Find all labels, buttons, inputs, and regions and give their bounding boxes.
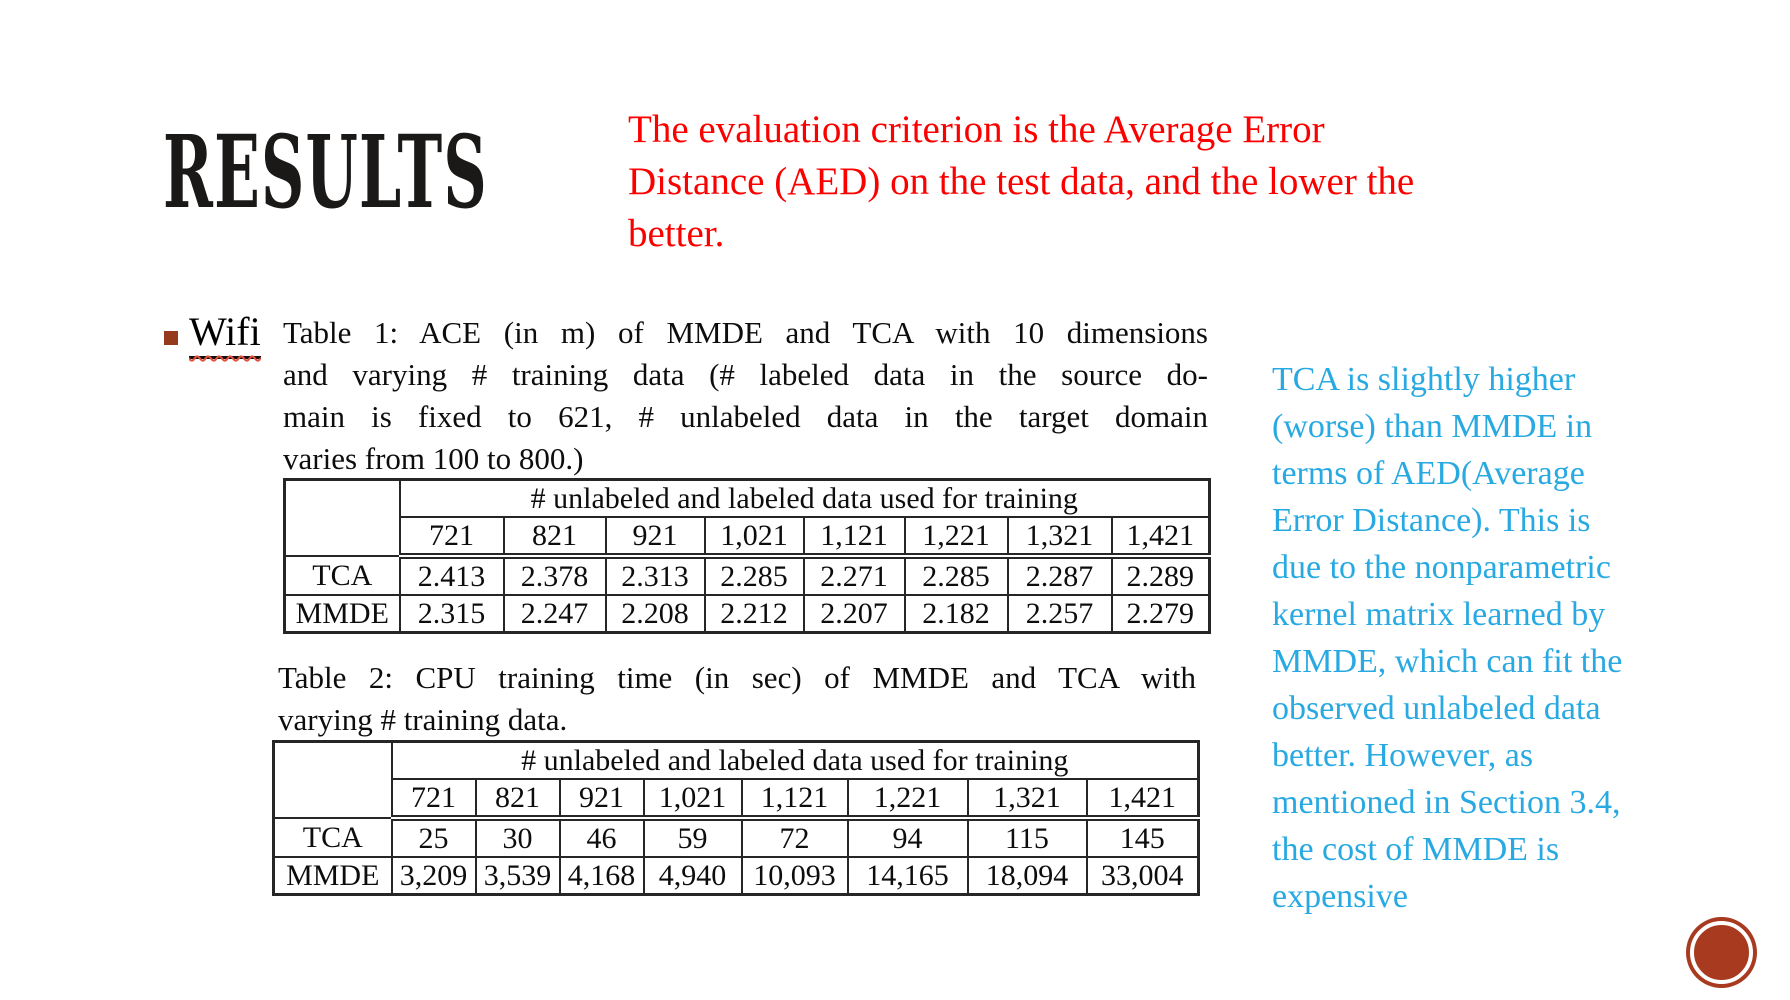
table-col-header: 921	[560, 779, 644, 818]
table-cell: 25	[392, 818, 476, 857]
table-2-caption	[278, 657, 1196, 741]
table-cell: 14,165	[848, 857, 968, 895]
table-span-header: # unlabeled and labeled data used for training	[400, 480, 1210, 518]
table-1	[283, 478, 1211, 634]
table-cell: 2.287	[1008, 556, 1112, 595]
table-col-header: 821	[504, 517, 606, 556]
table-col-header: 721	[400, 517, 504, 556]
table-corner-cell	[285, 480, 400, 557]
table-cell: 2.285	[705, 556, 804, 595]
table-cell: 3,539	[476, 857, 560, 895]
table-row-label: MMDE	[274, 857, 392, 895]
table-col-header: 1,321	[968, 779, 1087, 818]
table-cell: 30	[476, 818, 560, 857]
table-cell: 2.378	[504, 556, 606, 595]
bullet-square-icon	[164, 331, 178, 345]
table-col-header: 721	[392, 779, 476, 818]
table-cell: 2.289	[1112, 556, 1210, 595]
table-cell: 2.212	[705, 595, 804, 633]
table-corner-cell	[274, 742, 392, 819]
top-note-line: Distance (AED) on the test data, and the lower the	[628, 160, 1415, 203]
caption-line: main is fixed to 621, # unlabeled data in the target domain	[283, 399, 1208, 434]
side-note	[1272, 356, 1692, 920]
table-cell: 2.313	[606, 556, 705, 595]
side-note-line: (worse) than MMDE in	[1272, 408, 1593, 445]
table-cell: 94	[848, 818, 968, 857]
table-col-header: 1,421	[1112, 517, 1210, 556]
table-col-header: 1,321	[1008, 517, 1112, 556]
side-note-line: Error Distance). This is	[1272, 502, 1591, 539]
table-cell: 2.413	[400, 556, 504, 595]
table-cell: 2.279	[1112, 595, 1210, 633]
side-note-line: terms of AED(Average	[1272, 455, 1585, 492]
caption-line: varies from 100 to 800.)	[283, 441, 584, 476]
side-note-line: kernel matrix learned by	[1272, 596, 1606, 633]
table-col-header: 1,021	[644, 779, 742, 818]
table-2	[272, 740, 1200, 896]
side-note-line: due to the nonparametric	[1272, 549, 1611, 586]
side-note-line: TCA is slightly higher	[1272, 361, 1576, 398]
table-col-header: 1,121	[804, 517, 905, 556]
table-row-label: TCA	[274, 818, 392, 857]
table-col-header: 921	[606, 517, 705, 556]
table-cell: 145	[1087, 818, 1199, 857]
caption-line: varying # training data.	[278, 702, 568, 737]
table-cell: 2.182	[905, 595, 1008, 633]
table-col-header: 1,121	[742, 779, 848, 818]
table-col-header: 1,421	[1087, 779, 1199, 818]
table-span-header: # unlabeled and labeled data used for training	[392, 742, 1199, 780]
table-1-caption	[283, 312, 1208, 480]
caption-line: Table 1: ACE (in m) of MMDE and TCA with 10 dimensions	[283, 315, 1208, 350]
table-cell: 4,168	[560, 857, 644, 895]
side-note-line: mentioned in Section 3.4,	[1272, 784, 1621, 821]
top-note-line: better.	[628, 212, 725, 255]
table-cell: 10,093	[742, 857, 848, 895]
table-col-header: 1,021	[705, 517, 804, 556]
table-cell: 2.208	[606, 595, 705, 633]
side-note-line: the cost of MMDE is	[1272, 831, 1560, 868]
side-note-line: MMDE, which can fit the	[1272, 643, 1623, 680]
table-cell: 33,004	[1087, 857, 1199, 895]
side-note-line: observed unlabeled data	[1272, 690, 1601, 727]
top-note	[628, 104, 1578, 260]
table-cell: 2.207	[804, 595, 905, 633]
table-cell: 2.257	[1008, 595, 1112, 633]
wifi-label	[189, 309, 261, 359]
table-cell: 3,209	[392, 857, 476, 895]
caption-line: and varying # training data (# labeled data in the source do-	[283, 357, 1208, 392]
side-note-line: expensive	[1272, 878, 1408, 915]
table-col-header: 1,221	[848, 779, 968, 818]
table-col-header: 821	[476, 779, 560, 818]
table-cell: 2.285	[905, 556, 1008, 595]
table-cell: 2.315	[400, 595, 504, 633]
table-cell: 46	[560, 818, 644, 857]
table-cell: 59	[644, 818, 742, 857]
page-title: RESULTS	[163, 113, 488, 231]
caption-line: Table 2: CPU training time (in sec) of MMDE and TCA with	[278, 660, 1196, 695]
table-cell: 72	[742, 818, 848, 857]
table-cell: 115	[968, 818, 1087, 857]
table-col-header: 1,221	[905, 517, 1008, 556]
side-note-line: better. However, as	[1272, 737, 1534, 774]
table-cell: 18,094	[968, 857, 1087, 895]
stamp-circle-icon	[1686, 917, 1757, 988]
table-row-label: TCA	[285, 556, 400, 595]
top-note-line: The evaluation criterion is the Average Error	[628, 108, 1325, 151]
table-cell: 2.271	[804, 556, 905, 595]
wifi-text: Wifi	[189, 309, 261, 354]
table-row-label: MMDE	[285, 595, 400, 633]
table-cell: 2.247	[504, 595, 606, 633]
table-cell: 4,940	[644, 857, 742, 895]
